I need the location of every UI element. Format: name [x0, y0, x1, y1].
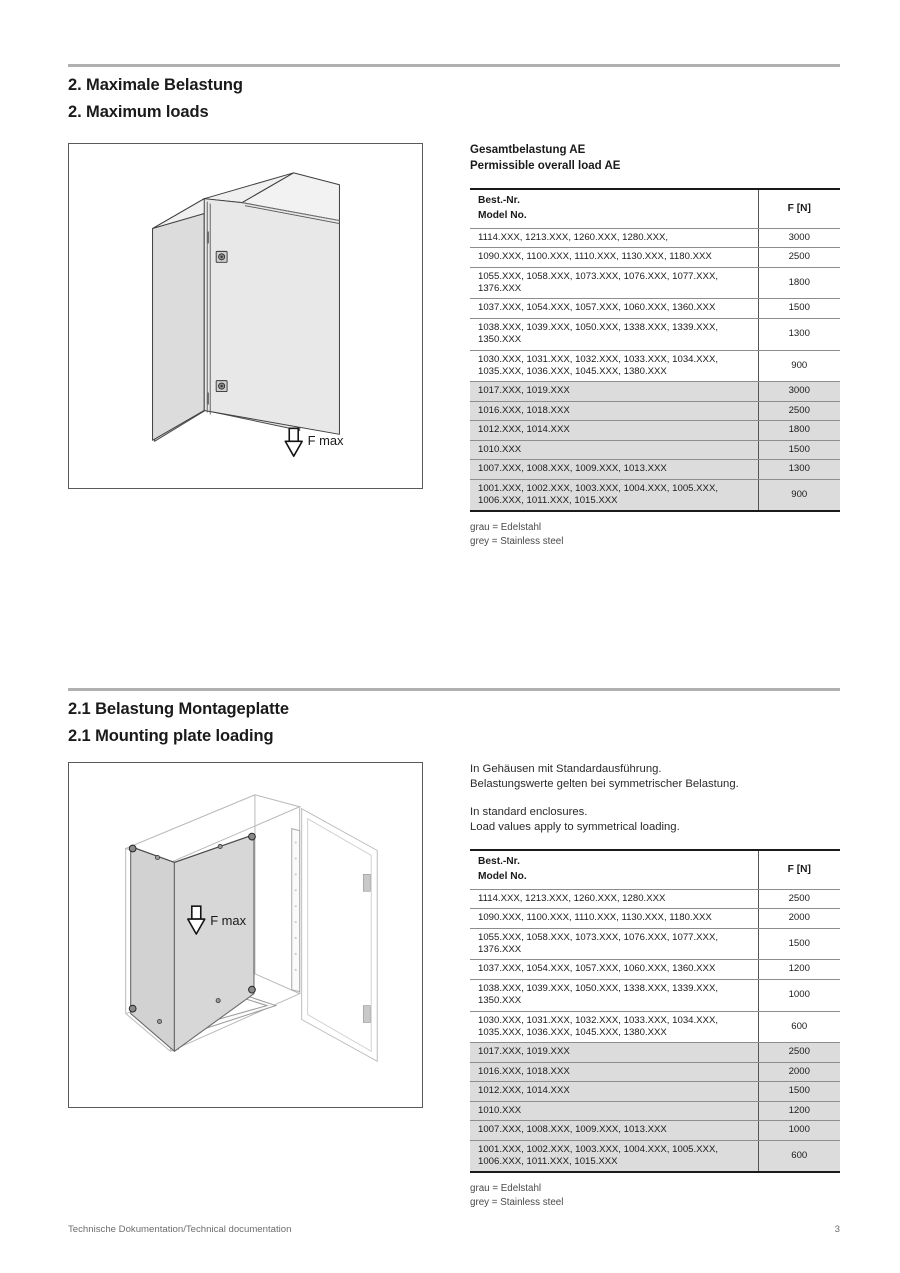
table-row: [470, 1140, 840, 1172]
cell-force: 3000: [758, 382, 840, 401]
cell-force: 1300: [758, 460, 840, 479]
section-1-heading-de: 2. Maximale Belastung: [68, 76, 243, 94]
table-row: [470, 1101, 840, 1120]
cell-model-no: 1090.XXX, 1100.XXX, 1110.XXX, 1130.XXX, 1180.XXX: [470, 909, 758, 928]
cell-model-no: 1016.XXX, 1018.XXX: [470, 401, 758, 420]
legend-en-1: grey = Stainless steel: [470, 535, 564, 547]
door-lock-upper: [216, 251, 227, 262]
section-2-heading-en: 2.1 Mounting plate loading: [68, 727, 274, 745]
mounting-plate-load-table-body: [470, 889, 840, 1172]
f-max-label-1: F max: [307, 433, 344, 449]
section-heading-2: [68, 696, 289, 750]
section-heading-1: [68, 72, 243, 126]
table-row: [470, 228, 840, 247]
cell-model-no: 1114.XXX, 1213.XXX, 1260.XXX, 1280.XXX: [470, 889, 758, 908]
table-row: [470, 350, 840, 382]
section-divider-rule-2: [68, 688, 840, 691]
cell-force: 2500: [758, 401, 840, 420]
closed-enclosure-drawing: [69, 144, 422, 488]
table-row: [470, 479, 840, 511]
mounting-plate-load-panel: [470, 762, 840, 1209]
header-model-no: [470, 850, 758, 889]
cell-model-no: 1038.XXX, 1039.XXX, 1050.XXX, 1338.XXX, 1339.XXX, 1350.XXX: [470, 318, 758, 350]
cell-model-no: 1090.XXX, 1100.XXX, 1110.XXX, 1130.XXX, 1180.XXX: [470, 248, 758, 267]
header-force: F [N]: [758, 850, 840, 889]
cell-force: 1200: [758, 960, 840, 979]
open-enclosure-drawing: [69, 763, 422, 1107]
cell-model-no: 1037.XXX, 1054.XXX, 1057.XXX, 1060.XXX, 1360.XXX: [470, 960, 758, 979]
table-row: [470, 1062, 840, 1081]
cell-force: 1800: [758, 421, 840, 440]
legend-en-2: grey = Stainless steel: [470, 1196, 564, 1208]
cell-model-no: 1038.XXX, 1039.XXX, 1050.XXX, 1338.XXX, 1339.XXX, 1350.XXX: [470, 979, 758, 1011]
legend-de-1: grau = Edelstahl: [470, 522, 542, 534]
table-header-row: [470, 850, 840, 889]
section-2-heading-de: 2.1 Belastung Montageplatte: [68, 700, 290, 718]
cell-force: 600: [758, 1011, 840, 1043]
table-header-row: [470, 189, 840, 228]
legend-2: [470, 1182, 840, 1209]
table-row: [470, 979, 840, 1011]
table-row: [470, 928, 840, 960]
table-row: [470, 460, 840, 479]
legend-1: [470, 521, 840, 548]
cell-force: 600: [758, 1140, 840, 1172]
f-max-load-symbol: [285, 428, 302, 456]
cell-force: 1500: [758, 1082, 840, 1101]
cell-force: 1500: [758, 299, 840, 318]
cell-force: 1300: [758, 318, 840, 350]
cell-model-no: 1030.XXX, 1031.XXX, 1032.XXX, 1033.XXX, 1034.XXX, 1035.XXX, 1036.XXX, 1045.XXX, 1380.XXX: [470, 1011, 758, 1043]
cell-force: 2000: [758, 1062, 840, 1081]
header-force: F [N]: [758, 189, 840, 228]
cell-model-no: 1114.XXX, 1213.XXX, 1260.XXX, 1280.XXX,: [470, 228, 758, 247]
legend-de-2: grau = Edelstahl: [470, 1183, 542, 1195]
cell-force: 1200: [758, 1101, 840, 1120]
overall-load-title-en: Permissible overall load AE: [470, 159, 621, 172]
cell-force: 2500: [758, 1043, 840, 1062]
table-row: [470, 1121, 840, 1140]
table-row: [470, 267, 840, 299]
cell-model-no: 1001.XXX, 1002.XXX, 1003.XXX, 1004.XXX, 1005.XXX, 1006.XXX, 1011.XXX, 1015.XXX: [470, 479, 758, 511]
cell-force: 2500: [758, 248, 840, 267]
cell-force: 1500: [758, 928, 840, 960]
cell-model-no: 1030.XXX, 1031.XXX, 1032.XXX, 1033.XXX, 1034.XXX, 1035.XXX, 1036.XXX, 1045.XXX, 1380.XXX: [470, 350, 758, 382]
table-row: [470, 1011, 840, 1043]
table-row: [470, 889, 840, 908]
table-row: [470, 382, 840, 401]
intro-german: [470, 762, 840, 792]
cell-model-no: 1055.XXX, 1058.XXX, 1073.XXX, 1076.XXX, 1077.XXX, 1376.XXX: [470, 267, 758, 299]
figure-closed-enclosure: [68, 143, 423, 489]
cell-model-no: 1007.XXX, 1008.XXX, 1009.XXX, 1013.XXX: [470, 1121, 758, 1140]
table-row: [470, 440, 840, 459]
door-lock-lower: [216, 381, 227, 392]
intro-en-line-1: In standard enclosures.: [470, 806, 588, 818]
page-number: 3: [834, 1224, 840, 1235]
cell-force: 3000: [758, 228, 840, 247]
cell-force: 1500: [758, 440, 840, 459]
intro-english: [470, 805, 840, 835]
overall-load-title-de: Gesamtbelastung AE: [470, 144, 586, 156]
table-row: [470, 1043, 840, 1062]
cell-model-no: 1017.XXX, 1019.XXX: [470, 382, 758, 401]
table-row: [470, 299, 840, 318]
table-row: [470, 960, 840, 979]
section-divider-rule-1: [68, 64, 840, 67]
cell-model-no: 1012.XXX, 1014.XXX: [470, 421, 758, 440]
cell-model-no: 1010.XXX: [470, 1101, 758, 1120]
table-row: [470, 1082, 840, 1101]
cell-model-no: 1012.XXX, 1014.XXX: [470, 1082, 758, 1101]
intro-de-line-1: In Gehäusen mit Standardausführung.: [470, 763, 662, 775]
cell-force: 900: [758, 479, 840, 511]
cell-model-no: 1017.XXX, 1019.XXX: [470, 1043, 758, 1062]
cell-model-no: 1007.XXX, 1008.XXX, 1009.XXX, 1013.XXX: [470, 460, 758, 479]
table-row: [470, 421, 840, 440]
header-model-no: [470, 189, 758, 228]
table-row: [470, 248, 840, 267]
cell-model-no: 1016.XXX, 1018.XXX: [470, 1062, 758, 1081]
cell-force: 900: [758, 350, 840, 382]
section-1-heading-en: 2. Maximum loads: [68, 103, 209, 121]
table-row: [470, 909, 840, 928]
cell-model-no: 1010.XXX: [470, 440, 758, 459]
cell-force: 1000: [758, 979, 840, 1011]
cell-force: 2500: [758, 889, 840, 908]
footer-text: Technische Dokumentation/Technical documentation: [68, 1224, 292, 1235]
cell-model-no: 1037.XXX, 1054.XXX, 1057.XXX, 1060.XXX, 1360.XXX: [470, 299, 758, 318]
overall-load-panel: [470, 143, 840, 548]
intro-de-line-2: Belastungswerte gelten bei symmetrischer Belastung.: [470, 778, 739, 790]
cell-model-no: 1001.XXX, 1002.XXX, 1003.XXX, 1004.XXX, 1005.XXX, 1006.XXX, 1011.XXX, 1015.XXX: [470, 1140, 758, 1172]
table-row: [470, 401, 840, 420]
header-model-de: Best.-Nr.: [478, 195, 520, 206]
overall-load-table-body: [470, 228, 840, 511]
page-footer: [68, 1224, 840, 1235]
cell-model-no: 1055.XXX, 1058.XXX, 1073.XXX, 1076.XXX, 1077.XXX, 1376.XXX: [470, 928, 758, 960]
header-model-en: Model No.: [478, 871, 527, 883]
overall-load-table: [470, 188, 840, 512]
cell-force: 2000: [758, 909, 840, 928]
f-max-label-2: F max: [210, 913, 247, 929]
mounting-plate-load-table: [470, 849, 840, 1173]
cell-force: 1800: [758, 267, 840, 299]
header-model-de: Best.-Nr.: [478, 856, 520, 867]
figure-open-enclosure-mounting-plate: [68, 762, 423, 1108]
cell-force: 1000: [758, 1121, 840, 1140]
intro-en-line-2: Load values apply to symmetrical loading.: [470, 821, 680, 833]
table-row: [470, 318, 840, 350]
header-model-en: Model No.: [478, 210, 527, 222]
